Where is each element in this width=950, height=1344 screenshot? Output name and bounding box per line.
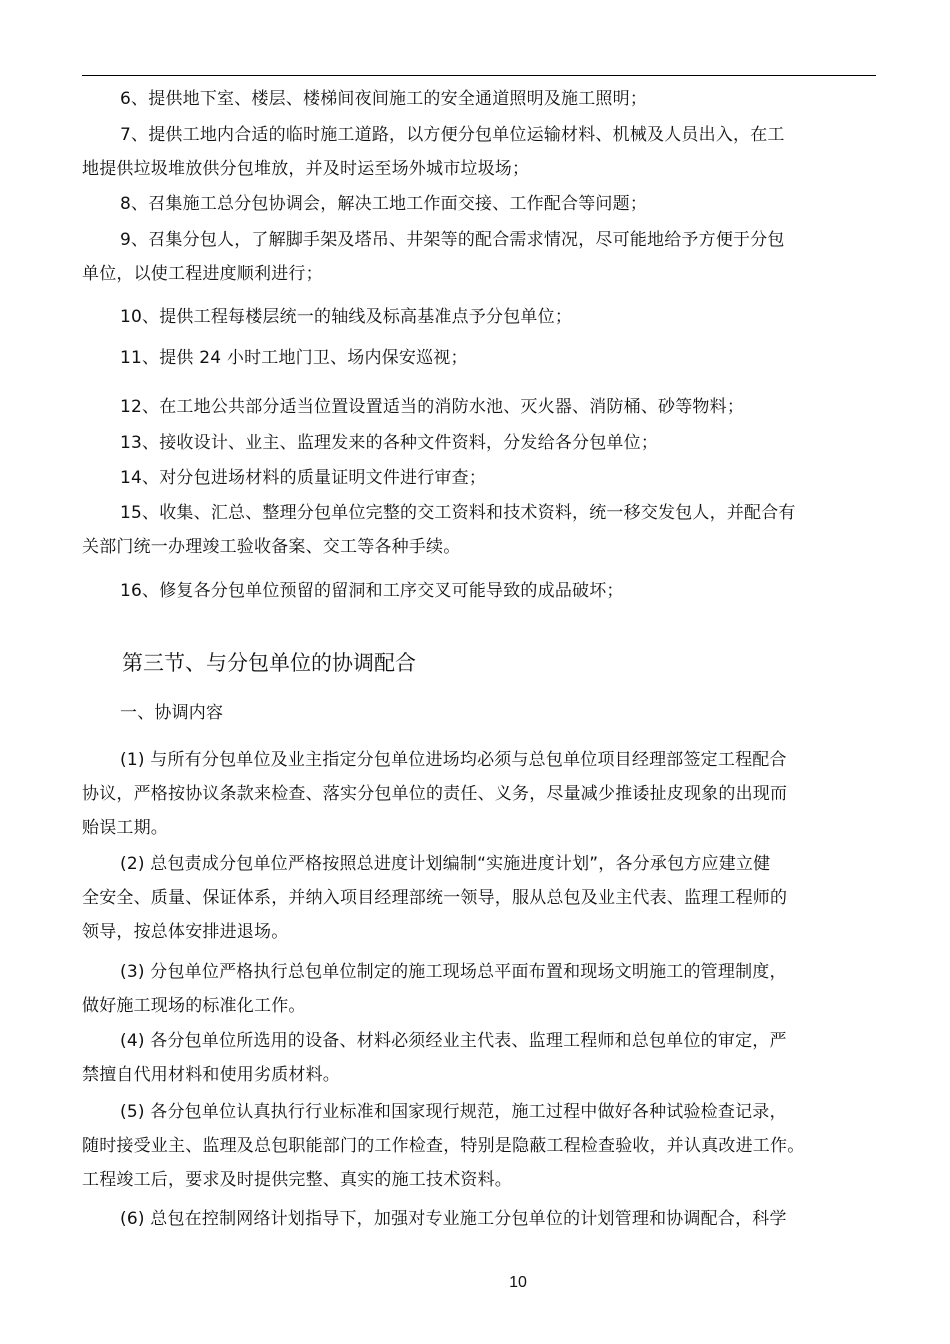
coord-item: (1) 与所有分包单位及业主指定分包单位进场均必须与总包单位项目经理部签定工程配合 协议，严格按协议条款来检查、落实分包单位的责任、义务，尽量减少推诿扯皮现象的出现而 贻误工期。: [82, 750, 788, 838]
list-item: 11、提供 24 小时工地门卫、场内保安巡视；: [120, 348, 468, 368]
subsection-title: 一、协调内容: [120, 703, 224, 723]
list-item: 12、在工地公共部分适当位置设置适当的消防水池、灭火器、消防桶、砂等物料；: [120, 397, 745, 417]
coord-item: (3) 分包单位严格执行总包单位制定的施工现场总平面布置和现场文明施工的管理制度， 做好施工现场的标准化工作。: [82, 962, 787, 1016]
list-item: 6、提供地下室、楼层、楼梯间夜间施工的安全通道照明及施工照明；: [120, 89, 648, 109]
section-title: 第三节、与分包单位的协调配合: [122, 651, 416, 675]
list-item: 15、收集、汇总、整理分包单位完整的交工资料和技术资料，统一移交发包人，并配合有 关部门统一办理竣工验收备案、交工等各种手续。: [82, 503, 796, 557]
coord-item: (5) 各分包单位认真执行行业标准和国家现行规范，施工过程中做好各种试验检查记录， 随时接受业主、监理及总包职能部门的工作检查，特别是隐蔽工程检查验收，并认真改进工作。 工程竣工后，要求及时提供完整、真实的施工技术资料。: [82, 1102, 805, 1190]
header-rule: [82, 75, 876, 76]
list-item: 10、提供工程每楼层统一的轴线及标高基准点予分包单位；: [120, 307, 573, 327]
coord-item: (2) 总包责成分包单位严格按照总进度计划编制“实施进度计划”，各分承包方应建立健 全安全、质量、保证体系，并纳入项目经理部统一领导，服从总包及业主代表、监理工程师的 领导，按总体安排进退场。: [82, 854, 788, 942]
list-item: 8、召集施工总分包协调会，解决工地工作面交接、工作配合等问题；: [120, 194, 648, 214]
page-number: 10: [509, 1274, 527, 1291]
list-item: 16、修复各分包单位预留的留洞和工序交叉可能导致的成品破坏；: [120, 581, 624, 601]
list-item: 13、接收设计、业主、监理发来的各种文件资料，分发给各分包单位；: [120, 433, 659, 453]
coord-item: (6) 总包在控制网络计划指导下，加强对专业施工分包单位的计划管理和协调配合，科学: [120, 1209, 787, 1229]
list-item: 14、对分包进场材料的质量证明文件进行审查；: [120, 468, 487, 488]
coord-item: (4) 各分包单位所选用的设备、材料必须经业主代表、监理工程师和总包单位的审定，严 禁擅自代用材料和使用劣质材料。: [82, 1031, 787, 1085]
list-item: 9、召集分包人，了解脚手架及塔吊、井架等的配合需求情况，尽可能地给予方便于分包 单位，以使工程进度顺利进行；: [82, 230, 785, 284]
list-item: 7、提供工地内合适的临时施工道路，以方便分包单位运输材料、机械及人员出入，在工 地提供垃圾堆放供分包堆放，并及时运至场外城市垃圾场；: [82, 125, 785, 179]
